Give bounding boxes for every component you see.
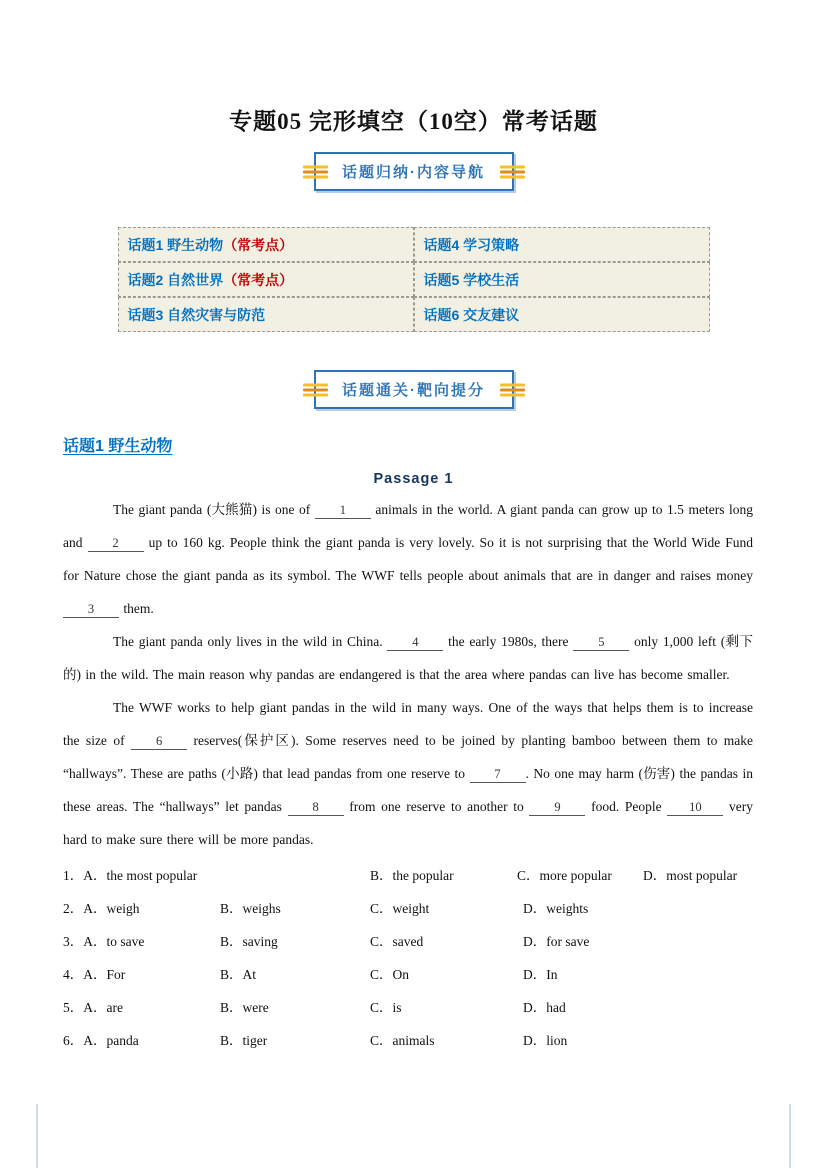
cloze-blank-7: 7 bbox=[470, 767, 526, 783]
topic-cell-3 bbox=[118, 297, 414, 332]
option-a: 2．A．weigh bbox=[63, 901, 140, 916]
topic-cell-6 bbox=[414, 297, 710, 332]
section-heading-topic1: 话题1 野生动物 bbox=[63, 438, 173, 455]
cloze-blank-8: 8 bbox=[288, 800, 344, 816]
topic-label: 话题4 学习策略 bbox=[423, 237, 520, 253]
option-c: C．more popular bbox=[517, 868, 612, 883]
topics-table bbox=[118, 227, 710, 332]
option-c: C．animals bbox=[370, 1033, 435, 1048]
option-d: D．most popular bbox=[643, 868, 738, 883]
option-d: D．lion bbox=[523, 1033, 568, 1048]
option-c: C．is bbox=[370, 1000, 402, 1015]
topic-tag: （常考点） bbox=[223, 237, 294, 253]
option-c: C．On bbox=[370, 967, 410, 982]
passage-body bbox=[63, 493, 753, 856]
question-row-4 bbox=[63, 958, 787, 991]
option-b: B．the popular bbox=[370, 868, 454, 883]
question-row-3 bbox=[63, 925, 787, 958]
page-title: 专题05 完形填空（10空）常考话题 bbox=[229, 109, 598, 134]
topic-label: 话题2 自然世界 bbox=[127, 272, 224, 288]
option-a: 5．A．are bbox=[63, 1000, 123, 1015]
option-d: D．weights bbox=[523, 901, 589, 916]
cloze-blank-10: 10 bbox=[667, 800, 723, 816]
option-b: B．At bbox=[220, 967, 257, 982]
cloze-blank-5: 5 bbox=[573, 635, 629, 651]
topic-label: 话题6 交友建议 bbox=[423, 307, 520, 323]
cloze-blank-6: 6 bbox=[131, 734, 187, 750]
option-d: D．for save bbox=[523, 934, 590, 949]
banner-ornament-icon bbox=[500, 383, 525, 396]
page-boundary-mark-left bbox=[36, 1104, 38, 1168]
banner-ornament-icon bbox=[303, 165, 328, 178]
topic-cell-1 bbox=[118, 227, 414, 262]
option-d: D．had bbox=[523, 1000, 566, 1015]
passage-paragraph-1: The giant panda (大熊猫) is one of 1 animals in the world. A giant panda can grow up to 1.5 meters long and 2 up to 160 kg. People think the giant panda is very lovely. So it is not surprising that the World Wide Fund for Nature chose the giant panda as its symbol. The WWF tells people about animals that are in danger and raises money 3 them. bbox=[63, 502, 753, 616]
banner-label: 话题归纳·内容导航 bbox=[342, 164, 485, 181]
page-boundary-mark-right bbox=[789, 1104, 791, 1168]
cloze-blank-4: 4 bbox=[387, 635, 443, 651]
option-a: 1．A．the most popular bbox=[63, 868, 198, 883]
topic-cell-2 bbox=[118, 262, 414, 297]
cloze-blank-3: 3 bbox=[63, 602, 119, 618]
option-c: C．weight bbox=[370, 901, 430, 916]
option-b: B．were bbox=[220, 1000, 269, 1015]
banner-topic-practice bbox=[314, 370, 514, 409]
option-c: C．saved bbox=[370, 934, 424, 949]
option-b: B．saving bbox=[220, 934, 278, 949]
cloze-blank-9: 9 bbox=[529, 800, 585, 816]
question-row-5 bbox=[63, 991, 787, 1024]
option-d: D．In bbox=[523, 967, 558, 982]
banner-label: 话题通关·靶向提分 bbox=[342, 382, 485, 399]
topic-tag: （常考点） bbox=[223, 272, 294, 288]
topic-label: 话题1 野生动物 bbox=[127, 237, 224, 253]
cloze-blank-2: 2 bbox=[88, 536, 144, 552]
topic-cell-5 bbox=[414, 262, 710, 297]
question-row-2 bbox=[63, 892, 787, 925]
passage-paragraph-2: The giant panda only lives in the wild in China. 4 the early 1980s, there 5 only 1,000 left (剩下的) in the wild. The main reason why pandas are endangered is that the area where pandas can live has become smaller. bbox=[63, 634, 753, 682]
question-row-6 bbox=[63, 1024, 787, 1057]
topic-label: 话题3 自然灾害与防范 bbox=[127, 307, 266, 323]
question-options bbox=[63, 859, 787, 1057]
banner-ornament-icon bbox=[303, 383, 328, 396]
option-a: 6．A．panda bbox=[63, 1033, 139, 1048]
question-row-1 bbox=[63, 859, 787, 892]
banner-ornament-icon bbox=[500, 165, 525, 178]
option-a: 4．A．For bbox=[63, 967, 126, 982]
option-b: B．weighs bbox=[220, 901, 281, 916]
cloze-blank-1: 1 bbox=[315, 503, 371, 519]
topic-cell-4 bbox=[414, 227, 710, 262]
passage-title: Passage 1 bbox=[373, 471, 454, 487]
option-b: B．tiger bbox=[220, 1033, 268, 1048]
option-a: 3．A．to save bbox=[63, 934, 145, 949]
topic-label: 话题5 学校生活 bbox=[423, 272, 520, 288]
banner-topic-navigation bbox=[314, 152, 514, 191]
passage-paragraph-3: The WWF works to help giant pandas in the wild in many ways. One of the ways that helps them is to increase the size of 6 reserves(保护区). Some reserves need to be joined by planting bamboo between them to make “hallways”. These are paths (小路) that lead pandas from one reserve to 7 . No one may harm (伤害) the pandas in these areas. The “hallways” let pandas 8 from one reserve to another to 9 food. People 10 very hard to make sure there will be more pandas. bbox=[63, 700, 753, 847]
